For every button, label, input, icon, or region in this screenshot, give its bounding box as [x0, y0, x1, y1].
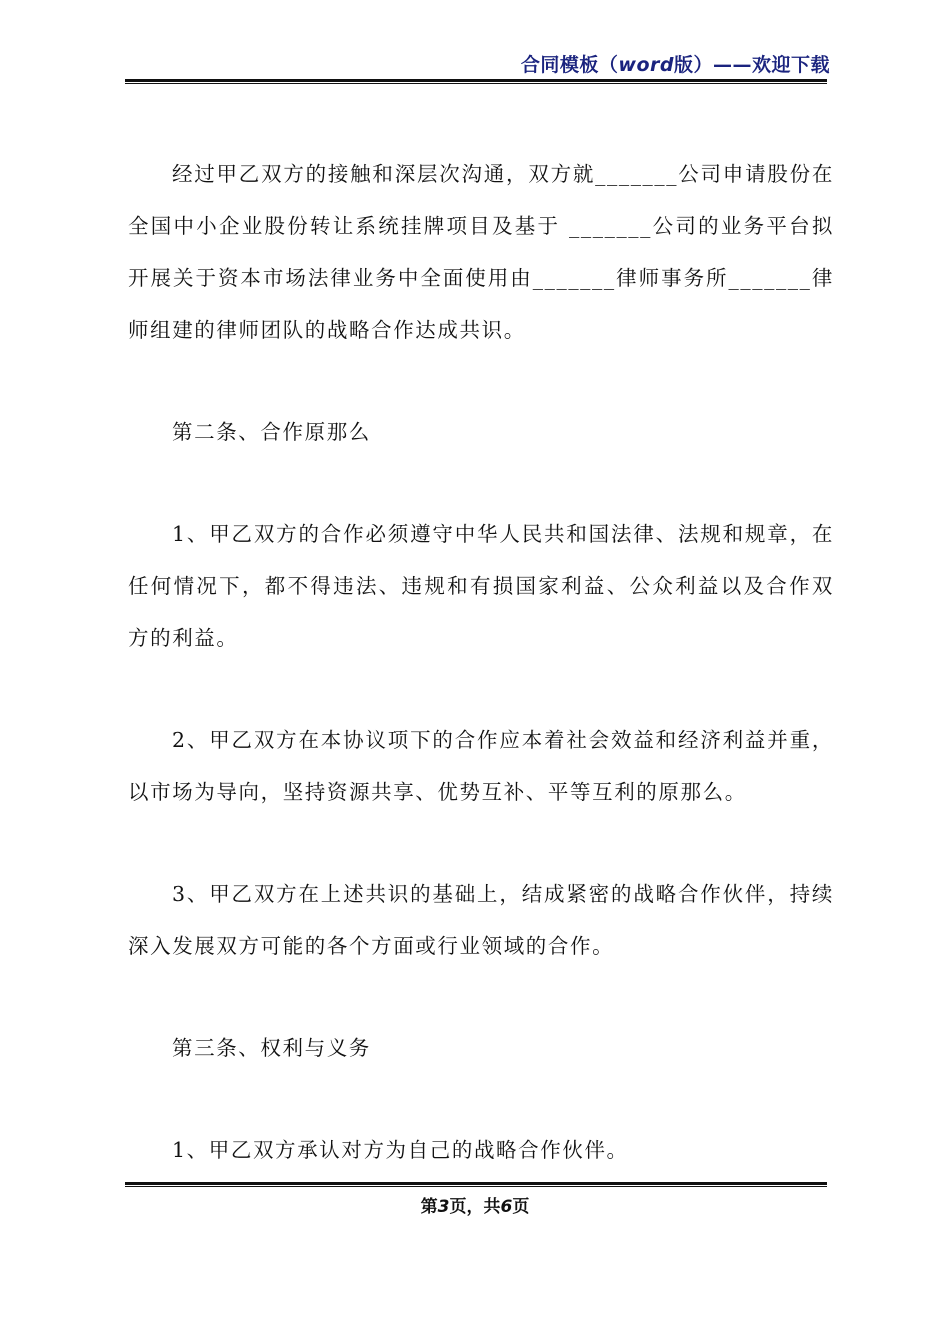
paragraph-intro: 经过甲乙双方的接触和深层次沟通，双方就_______公司申请股份在全国中小企业股份转让系统挂牌项目及基于 _______公司的业务平台拟开展关于资本市场法律业务中全面使用由_______律师事务所_______律师组建的律师团队的战略合作达成共识。: [128, 162, 834, 342]
document-body: [128, 148, 834, 1176]
header-title-word: word: [618, 54, 674, 76]
paragraph-article-3-item-1: 1、甲乙双方承认对方为自己的战略合作伙伴。: [172, 1138, 629, 1162]
section-heading-article-2: 第二条、合作原那么: [172, 420, 371, 444]
current-page-number: 3: [437, 1197, 450, 1217]
header-title-prefix: 合同模板（: [520, 54, 619, 76]
page-number-footer: [0, 1192, 950, 1217]
footer-middle: 页，共: [449, 1197, 501, 1217]
footer-divider: [125, 1182, 827, 1185]
paragraph-article-2-item-1: 1、甲乙双方的合作必须遵守中华人民共和国法律、法规和规章，在任何情况下，都不得违法、违规和有损国家利益、公众利益以及合作双方的利益。: [128, 522, 834, 650]
footer-prefix: 第: [420, 1197, 438, 1217]
total-page-count: 6: [500, 1197, 513, 1217]
document-header-title: [521, 50, 830, 77]
header-divider: [125, 79, 827, 82]
footer-suffix: 页: [512, 1197, 530, 1217]
header-title-suffix: 版）——欢迎下载: [673, 54, 830, 76]
paragraph-article-2-item-3: 3、甲乙双方在上述共识的基础上，结成紧密的战略合作伙伴，持续深入发展双方可能的各个方面或行业领域的合作。: [128, 882, 834, 958]
paragraph-article-2-item-2: 2、甲乙双方在本协议项下的合作应本着社会效益和经济利益并重，以市场为导向，坚持资源共享、优势互补、平等互利的原那么。: [128, 728, 834, 804]
section-heading-article-3: 第三条、权利与义务: [172, 1036, 371, 1060]
